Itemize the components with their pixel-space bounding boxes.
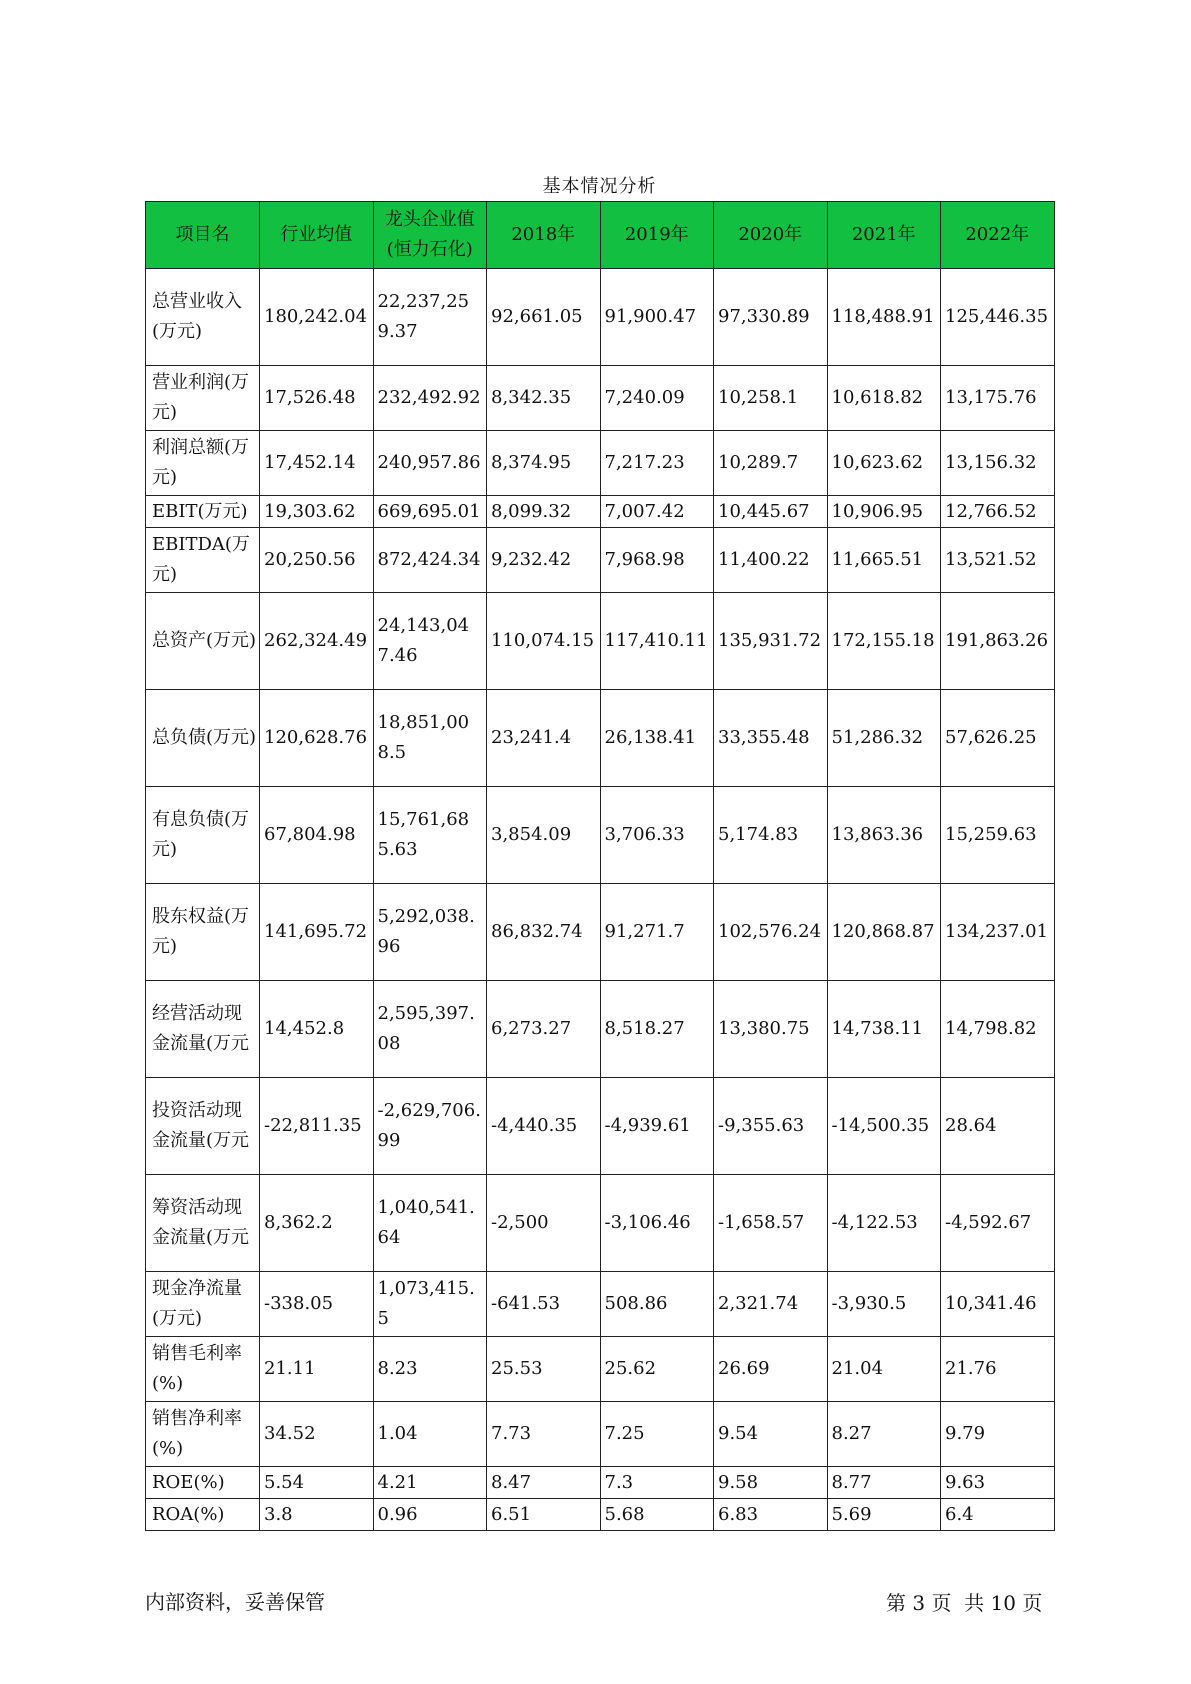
table-row bbox=[146, 431, 1055, 496]
table-cell: -338.05 bbox=[260, 1272, 374, 1337]
table-cell: -2,629,706.99 bbox=[373, 1078, 487, 1175]
table-row bbox=[146, 593, 1055, 690]
table-cell: 6.83 bbox=[714, 1499, 828, 1531]
table-cell: 19,303.62 bbox=[260, 496, 374, 528]
row-item-name: 投资活动现金流量(万元 bbox=[146, 1078, 260, 1175]
table-row bbox=[146, 981, 1055, 1078]
table-cell: 25.62 bbox=[600, 1337, 714, 1402]
table-cell: 25.53 bbox=[487, 1337, 601, 1402]
table-cell: 91,900.47 bbox=[600, 269, 714, 366]
table-cell: 9.79 bbox=[941, 1402, 1055, 1467]
table-cell: 2,595,397.08 bbox=[373, 981, 487, 1078]
table-cell: 14,738.11 bbox=[827, 981, 941, 1078]
row-item-name: 总营业收入(万元) bbox=[146, 269, 260, 366]
table-cell: -3,106.46 bbox=[600, 1175, 714, 1272]
table-cell: 7,968.98 bbox=[600, 528, 714, 593]
table-cell: 97,330.89 bbox=[714, 269, 828, 366]
table-cell: 120,628.76 bbox=[260, 690, 374, 787]
table-cell: 18,851,008.5 bbox=[373, 690, 487, 787]
table-cell: 14,798.82 bbox=[941, 981, 1055, 1078]
header-item-name: 项目名 bbox=[146, 202, 260, 269]
table-cell: 8,342.35 bbox=[487, 366, 601, 431]
table-cell: 8,518.27 bbox=[600, 981, 714, 1078]
table-cell: 872,424.34 bbox=[373, 528, 487, 593]
table-cell: 6,273.27 bbox=[487, 981, 601, 1078]
table-cell: 11,400.22 bbox=[714, 528, 828, 593]
table-cell: 5.54 bbox=[260, 1467, 374, 1499]
table-row bbox=[146, 528, 1055, 593]
table-cell: 3,854.09 bbox=[487, 787, 601, 884]
table-cell: 4.21 bbox=[373, 1467, 487, 1499]
table-cell: 9,232.42 bbox=[487, 528, 601, 593]
table-cell: 15,259.63 bbox=[941, 787, 1055, 884]
table-cell: 7,007.42 bbox=[600, 496, 714, 528]
table-cell: 8.27 bbox=[827, 1402, 941, 1467]
header-2020: 2020年 bbox=[714, 202, 828, 269]
table-cell: 5.69 bbox=[827, 1499, 941, 1531]
table-cell: -2,500 bbox=[487, 1175, 601, 1272]
table-cell: 7,217.23 bbox=[600, 431, 714, 496]
table-cell: 10,289.7 bbox=[714, 431, 828, 496]
table-cell: 508.86 bbox=[600, 1272, 714, 1337]
table-cell: 20,250.56 bbox=[260, 528, 374, 593]
table-cell: 13,863.36 bbox=[827, 787, 941, 884]
header-2021: 2021年 bbox=[827, 202, 941, 269]
table-cell: 92,661.05 bbox=[487, 269, 601, 366]
header-2019: 2019年 bbox=[600, 202, 714, 269]
row-item-name: 有息负债(万元) bbox=[146, 787, 260, 884]
table-cell: 21.11 bbox=[260, 1337, 374, 1402]
table-cell: 14,452.8 bbox=[260, 981, 374, 1078]
table-cell: 6.51 bbox=[487, 1499, 601, 1531]
table-cell: 9.63 bbox=[941, 1467, 1055, 1499]
table-cell: 13,380.75 bbox=[714, 981, 828, 1078]
table-cell: 3.8 bbox=[260, 1499, 374, 1531]
table-cell: -1,658.57 bbox=[714, 1175, 828, 1272]
table-cell: 11,665.51 bbox=[827, 528, 941, 593]
table-row bbox=[146, 366, 1055, 431]
table-cell: 102,576.24 bbox=[714, 884, 828, 981]
table-cell: 240,957.86 bbox=[373, 431, 487, 496]
row-item-name: 总资产(万元) bbox=[146, 593, 260, 690]
row-item-name: 利润总额(万元) bbox=[146, 431, 260, 496]
table-cell: -22,811.35 bbox=[260, 1078, 374, 1175]
row-item-name: 营业利润(万元) bbox=[146, 366, 260, 431]
header-leader-value: 龙头企业值(恒力石化) bbox=[373, 202, 487, 269]
table-cell: 180,242.04 bbox=[260, 269, 374, 366]
table-cell: -4,592.67 bbox=[941, 1175, 1055, 1272]
row-item-name: 销售净利率(%) bbox=[146, 1402, 260, 1467]
table-cell: 33,355.48 bbox=[714, 690, 828, 787]
page-number: 第 3 页 共 10 页 bbox=[886, 1591, 1043, 1615]
row-item-name: 总负债(万元) bbox=[146, 690, 260, 787]
table-cell: 7.25 bbox=[600, 1402, 714, 1467]
row-item-name: EBIT(万元) bbox=[146, 496, 260, 528]
table-caption: 基本情况分析 bbox=[542, 176, 657, 197]
table-cell: 10,906.95 bbox=[827, 496, 941, 528]
table-cell: 17,526.48 bbox=[260, 366, 374, 431]
table-cell: 2,321.74 bbox=[714, 1272, 828, 1337]
table-cell: 1,040,541.64 bbox=[373, 1175, 487, 1272]
table-cell: 12,766.52 bbox=[941, 496, 1055, 528]
table-cell: 117,410.11 bbox=[600, 593, 714, 690]
table-row bbox=[146, 1337, 1055, 1402]
table-cell: -641.53 bbox=[487, 1272, 601, 1337]
table-cell: 8,374.95 bbox=[487, 431, 601, 496]
table-cell: 1.04 bbox=[373, 1402, 487, 1467]
table-cell: 22,237,259.37 bbox=[373, 269, 487, 366]
table-cell: 10,341.46 bbox=[941, 1272, 1055, 1337]
table-cell: 17,452.14 bbox=[260, 431, 374, 496]
table-row bbox=[146, 884, 1055, 981]
table-cell: 135,931.72 bbox=[714, 593, 828, 690]
table-row bbox=[146, 269, 1055, 366]
table-cell: 10,445.67 bbox=[714, 496, 828, 528]
table-cell: 118,488.91 bbox=[827, 269, 941, 366]
table-cell: 7,240.09 bbox=[600, 366, 714, 431]
table-cell: 8,362.2 bbox=[260, 1175, 374, 1272]
table-row bbox=[146, 1078, 1055, 1175]
table-cell: -14,500.35 bbox=[827, 1078, 941, 1175]
table-cell: 6.4 bbox=[941, 1499, 1055, 1531]
table-cell: 125,446.35 bbox=[941, 269, 1055, 366]
table-cell: 8.47 bbox=[487, 1467, 601, 1499]
table-cell: -9,355.63 bbox=[714, 1078, 828, 1175]
header-industry-avg: 行业均值 bbox=[260, 202, 374, 269]
table-cell: 5,292,038.96 bbox=[373, 884, 487, 981]
table-row bbox=[146, 1272, 1055, 1337]
table-row bbox=[146, 787, 1055, 884]
table-cell: 67,804.98 bbox=[260, 787, 374, 884]
table-cell: 7.73 bbox=[487, 1402, 601, 1467]
table-cell: 669,695.01 bbox=[373, 496, 487, 528]
table-cell: 23,241.4 bbox=[487, 690, 601, 787]
table-row bbox=[146, 1175, 1055, 1272]
table-cell: 10,258.1 bbox=[714, 366, 828, 431]
table-cell: 134,237.01 bbox=[941, 884, 1055, 981]
table-cell: 172,155.18 bbox=[827, 593, 941, 690]
table-cell: 91,271.7 bbox=[600, 884, 714, 981]
table-cell: -4,122.53 bbox=[827, 1175, 941, 1272]
table-cell: 191,863.26 bbox=[941, 593, 1055, 690]
table-cell: 120,868.87 bbox=[827, 884, 941, 981]
header-2018: 2018年 bbox=[487, 202, 601, 269]
table-cell: 57,626.25 bbox=[941, 690, 1055, 787]
header-2022: 2022年 bbox=[941, 202, 1055, 269]
table-cell: 15,761,685.63 bbox=[373, 787, 487, 884]
table-row bbox=[146, 1467, 1055, 1499]
row-item-name: 筹资活动现金流量(万元 bbox=[146, 1175, 260, 1272]
table-cell: 21.76 bbox=[941, 1337, 1055, 1402]
table-cell: 26.69 bbox=[714, 1337, 828, 1402]
row-item-name: ROE(%) bbox=[146, 1467, 260, 1499]
table-cell: 9.54 bbox=[714, 1402, 828, 1467]
table-cell: 8.23 bbox=[373, 1337, 487, 1402]
table-cell: 13,521.52 bbox=[941, 528, 1055, 593]
table-cell: 1,073,415.5 bbox=[373, 1272, 487, 1337]
table-cell: 8,099.32 bbox=[487, 496, 601, 528]
table-cell: 10,623.62 bbox=[827, 431, 941, 496]
table-cell: 262,324.49 bbox=[260, 593, 374, 690]
row-item-name: 经营活动现金流量(万元 bbox=[146, 981, 260, 1078]
row-item-name: 销售毛利率(%) bbox=[146, 1337, 260, 1402]
table-row bbox=[146, 1402, 1055, 1467]
table-cell: 0.96 bbox=[373, 1499, 487, 1531]
table-cell: 10,618.82 bbox=[827, 366, 941, 431]
table-cell: 5.68 bbox=[600, 1499, 714, 1531]
table-cell: 232,492.92 bbox=[373, 366, 487, 431]
table-cell: 28.64 bbox=[941, 1078, 1055, 1175]
table-cell: 26,138.41 bbox=[600, 690, 714, 787]
table-cell: 7.3 bbox=[600, 1467, 714, 1499]
financial-analysis-table bbox=[145, 201, 1055, 1531]
row-item-name: 股东权益(万元) bbox=[146, 884, 260, 981]
table-row bbox=[146, 1499, 1055, 1531]
table-row bbox=[146, 496, 1055, 528]
table-body bbox=[146, 269, 1055, 1531]
row-item-name: 现金净流量(万元) bbox=[146, 1272, 260, 1337]
row-item-name: ROA(%) bbox=[146, 1499, 260, 1531]
table-cell: 13,175.76 bbox=[941, 366, 1055, 431]
table-cell: 21.04 bbox=[827, 1337, 941, 1402]
table-cell: 34.52 bbox=[260, 1402, 374, 1467]
table-row bbox=[146, 690, 1055, 787]
table-cell: -4,939.61 bbox=[600, 1078, 714, 1175]
row-item-name: EBITDA(万元) bbox=[146, 528, 260, 593]
table-cell: -3,930.5 bbox=[827, 1272, 941, 1337]
table-cell: 13,156.32 bbox=[941, 431, 1055, 496]
table-cell: 24,143,047.46 bbox=[373, 593, 487, 690]
confidential-note: 内部资料，妥善保管 bbox=[145, 1590, 325, 1614]
table-cell: 51,286.32 bbox=[827, 690, 941, 787]
table-cell: 141,695.72 bbox=[260, 884, 374, 981]
table-cell: 86,832.74 bbox=[487, 884, 601, 981]
table-cell: 9.58 bbox=[714, 1467, 828, 1499]
table-cell: 8.77 bbox=[827, 1467, 941, 1499]
table-cell: 110,074.15 bbox=[487, 593, 601, 690]
table-header-row bbox=[146, 202, 1055, 269]
table-cell: -4,440.35 bbox=[487, 1078, 601, 1175]
table-cell: 5,174.83 bbox=[714, 787, 828, 884]
table-cell: 3,706.33 bbox=[600, 787, 714, 884]
